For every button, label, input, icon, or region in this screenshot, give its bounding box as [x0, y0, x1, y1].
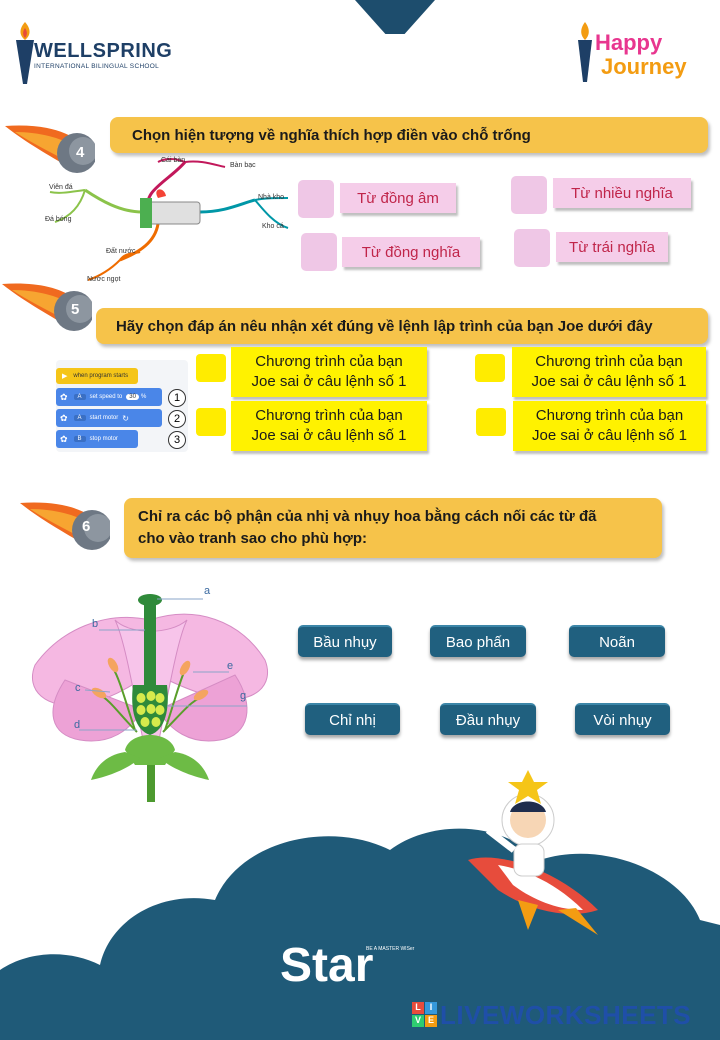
live-letter: L — [412, 1002, 424, 1014]
play-icon: ▶ — [62, 373, 68, 380]
option-line: Chương trình của bạn — [535, 407, 684, 424]
live-letter: I — [425, 1002, 437, 1014]
option-line: Joe sai ở câu lệnh số 1 — [531, 373, 687, 390]
answer-checkbox[interactable] — [196, 354, 226, 382]
happy-journey-logo — [575, 20, 705, 86]
mindmap-word: Kho cá — [262, 223, 284, 230]
option-line: Joe sai ở câu lệnh số 1 — [251, 373, 407, 390]
answer-drop-box[interactable] — [298, 180, 334, 218]
torch-icon — [575, 20, 595, 84]
code-line-3 — [56, 430, 138, 448]
mindmap-word: Nhà kho — [258, 194, 285, 201]
question-number: 5 — [71, 301, 80, 318]
prompt-line: cho vào tranh sao cho phù hợp: — [138, 530, 368, 547]
star-tagline: BE A MASTER WISer — [366, 946, 415, 952]
flower-label-b: b — [92, 618, 99, 630]
mindmap-word: Nước ngọt — [87, 276, 121, 283]
tag-noan[interactable]: Noãn — [569, 625, 665, 657]
flower-diagram — [25, 580, 275, 808]
code-text: start motor — [89, 415, 119, 421]
star-logo — [280, 938, 420, 998]
option-d[interactable] — [513, 401, 706, 451]
option-line: Joe sai ở câu lệnh số 1 — [532, 427, 687, 444]
brand-line1: Happy — [595, 30, 663, 55]
answer-checkbox[interactable] — [196, 408, 226, 436]
answer-drop-box[interactable] — [301, 233, 337, 271]
mindmap-word: Đá bóng — [45, 216, 72, 223]
star-logo-text: Star — [280, 939, 374, 992]
rotate-icon: ↻ — [122, 413, 129, 423]
flower-illustration — [25, 580, 275, 808]
astronaut-rocket-illustration — [458, 760, 608, 940]
motor-icon: ✿ — [60, 433, 68, 444]
question-prompt: Chọn hiện tượng về nghĩa thích hợp điền vào chỗ trống — [110, 117, 708, 153]
motor-icon: ✿ — [60, 391, 68, 402]
flower-label-g: g — [240, 690, 247, 702]
option-tu-dong-nghia[interactable]: Từ đồng nghĩa — [342, 237, 480, 267]
code-port: B — [74, 436, 86, 442]
mindmap-word: Viên đá — [49, 184, 73, 191]
option-line: Chương trình của bạn — [255, 353, 403, 370]
option-b[interactable] — [512, 347, 706, 397]
motor-icon: ✿ — [60, 412, 68, 423]
brand-line2: Journey — [601, 54, 687, 79]
code-text: stop motor — [89, 436, 118, 442]
option-tu-trai-nghia[interactable]: Từ trái nghĩa — [556, 232, 668, 262]
code-line-2 — [56, 409, 162, 427]
answer-checkbox[interactable] — [475, 354, 505, 382]
option-line: Joe sai ở câu lệnh số 1 — [251, 427, 407, 444]
flower-label-d: d — [74, 719, 81, 731]
code-hat-block — [56, 368, 138, 384]
live-letter: V — [412, 1015, 424, 1027]
code-image — [56, 360, 188, 452]
line-marker: 3 — [168, 431, 186, 449]
option-tu-nhieu-nghia[interactable]: Từ nhiều nghĩa — [553, 178, 691, 208]
question-number: 6 — [82, 518, 91, 535]
live-letter: E — [425, 1015, 437, 1027]
option-line: Chương trình của bạn — [255, 407, 403, 424]
code-line-1 — [56, 388, 162, 406]
answer-drop-box[interactable] — [514, 229, 550, 267]
tag-chi-nhi[interactable]: Chỉ nhị — [305, 703, 400, 735]
code-unit: % — [140, 394, 147, 400]
mindmap-image — [40, 152, 296, 292]
code-port: A — [74, 394, 86, 400]
mindmap-word: Bàn bạc — [230, 162, 256, 169]
code-value: 30 — [126, 394, 139, 400]
option-a[interactable] — [231, 347, 427, 397]
mindmap-branches — [40, 152, 296, 292]
liveworksheets-icon — [412, 1002, 437, 1027]
question-prompt — [124, 498, 662, 558]
code-hat-text: when program starts — [73, 373, 129, 379]
prompt-line: Chỉ ra các bộ phận của nhị và nhụy hoa bằng cách nối các từ đã — [138, 508, 597, 525]
school-subtitle: INTERNATIONAL BILINGUAL SCHOOL — [34, 63, 160, 70]
question-number: 4 — [76, 144, 85, 161]
mindmap-word: Cái bàn — [161, 157, 186, 164]
question-prompt: Hãy chọn đáp án nêu nhận xét đúng về lệnh lập trình của bạn Joe dưới đây — [96, 308, 708, 344]
flower-label-c: c — [75, 682, 81, 694]
option-line: Chương trình của bạn — [535, 353, 683, 370]
flower-label-e: e — [227, 660, 234, 672]
top-notch-decoration — [355, 0, 435, 34]
code-port: A — [74, 415, 86, 421]
comet-icon — [20, 495, 110, 551]
school-name: WELLSPRING — [34, 40, 173, 62]
line-marker: 2 — [168, 410, 186, 428]
code-text: set speed to — [89, 394, 123, 400]
answer-checkbox[interactable] — [476, 408, 506, 436]
flower-label-a: a — [204, 585, 211, 597]
tag-bau-nhuy[interactable]: Bầu nhụy — [298, 625, 392, 657]
tag-dau-nhuy[interactable]: Đầu nhụy — [440, 703, 536, 735]
tag-voi-nhuy[interactable]: Vòi nhụy — [575, 703, 670, 735]
option-c[interactable] — [231, 401, 427, 451]
tag-bao-phan[interactable]: Bao phấn — [430, 625, 526, 657]
wellspring-logo — [12, 20, 182, 86]
option-tu-dong-am[interactable]: Từ đồng âm — [340, 183, 456, 213]
answer-drop-box[interactable] — [511, 176, 547, 214]
line-marker: 1 — [168, 389, 186, 407]
mindmap-word: Đất nước — [106, 248, 136, 255]
liveworksheets-text: LIVEWORKSHEETS — [440, 1000, 692, 1030]
